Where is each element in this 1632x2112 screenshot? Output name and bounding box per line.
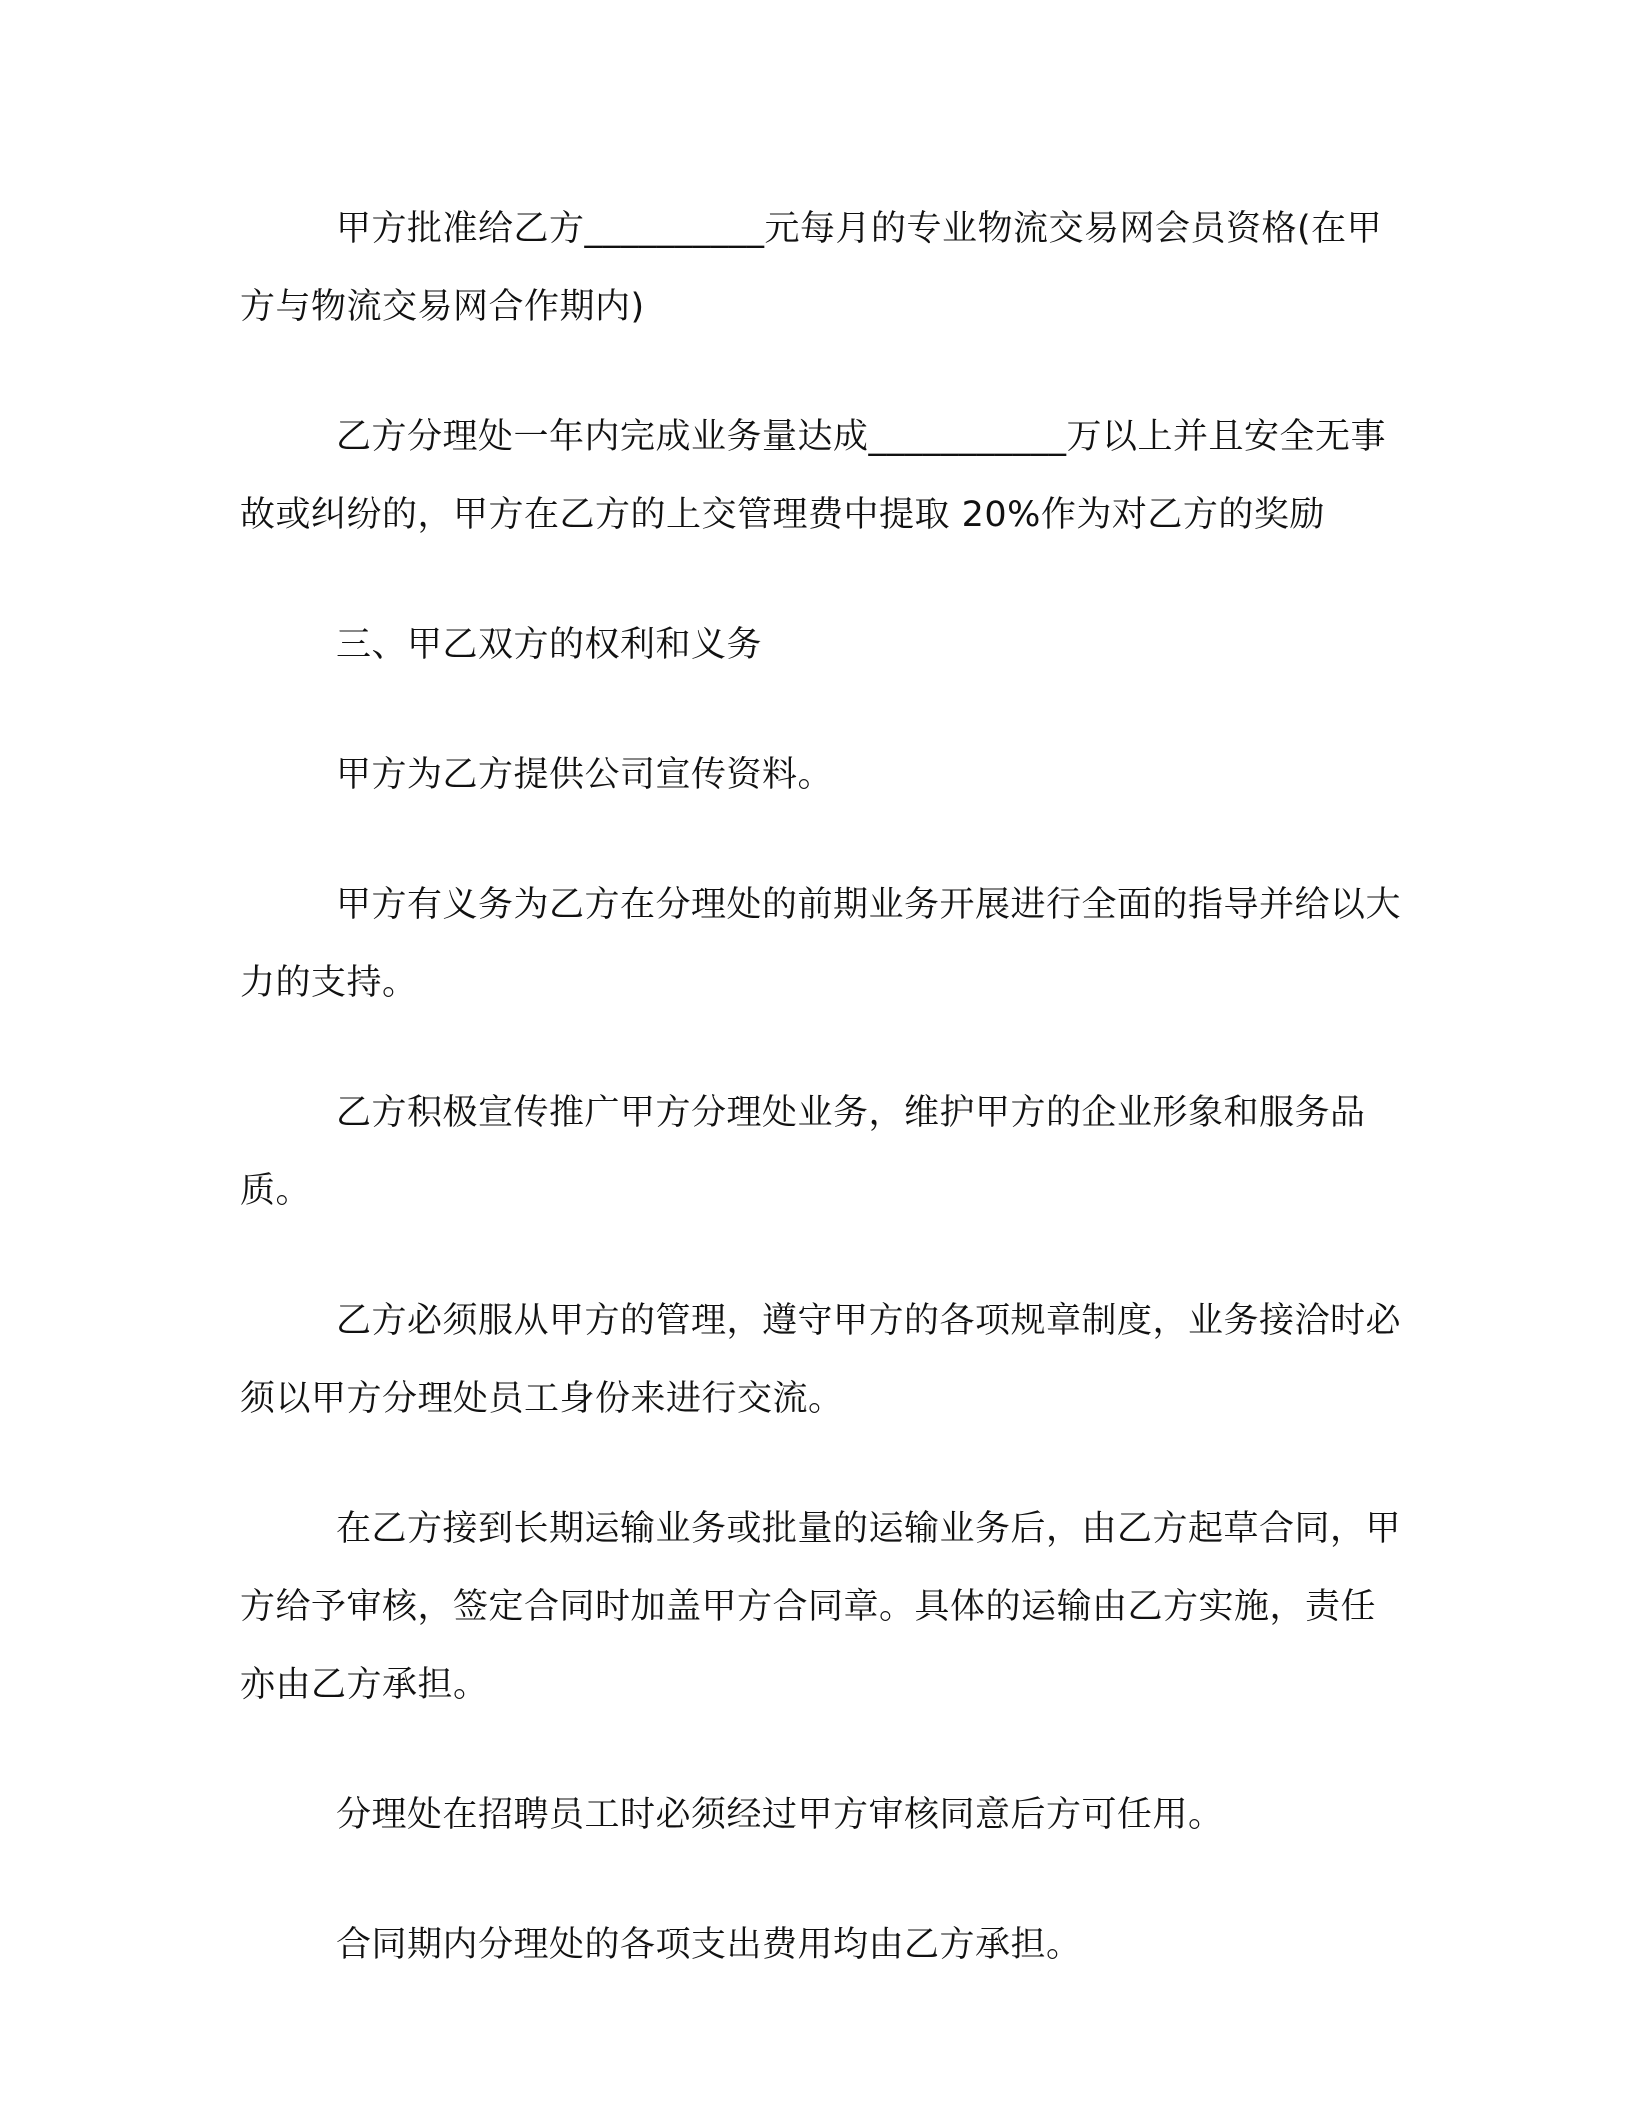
paragraph-promotion: 乙方积极宣传推广甲方分理处业务，维护甲方的企业形象和服务品质。 (240, 1093, 1366, 1211)
paragraph-expenses: 合同期内分理处的各项支出费用均由乙方承担。 (336, 1925, 1082, 1965)
paragraph-management: 乙方必须服从甲方的管理，遵守甲方的各项规章制度，业务接洽时必须以甲方分理处员工身份来进行交流。 (240, 1301, 1402, 1419)
paragraph-reward: 乙方分理处一年内完成业务量达成___________万以上并且安全无事故或纠纷的，甲方在乙方的上交管理费中提取 20%作为对乙方的奖励 (240, 417, 1387, 535)
paragraph-promo-materials: 甲方为乙方提供公司宣传资料。 (336, 755, 834, 795)
paragraph-guidance: 甲方有义务为乙方在分理处的前期业务开展进行全面的指导并给以大力的支持。 (240, 885, 1402, 1003)
document-body (240, 190, 1410, 2036)
section-heading-rights-obligations: 三、甲乙双方的权利和义务 (336, 625, 763, 665)
paragraph-membership: 甲方批准给乙方__________元每月的专业物流交易网会员资格(在甲方与物流交易网合作期内) (240, 209, 1383, 327)
paragraph-contracts: 在乙方接到长期运输业务或批量的运输业务后，由乙方起草合同，甲方给予审核，签定合同时加盖甲方合同章。具体的运输由乙方实施，责任亦由乙方承担。 (240, 1509, 1402, 1705)
paragraph-hiring: 分理处在招聘员工时必须经过甲方审核同意后方可任用。 (336, 1795, 1224, 1835)
